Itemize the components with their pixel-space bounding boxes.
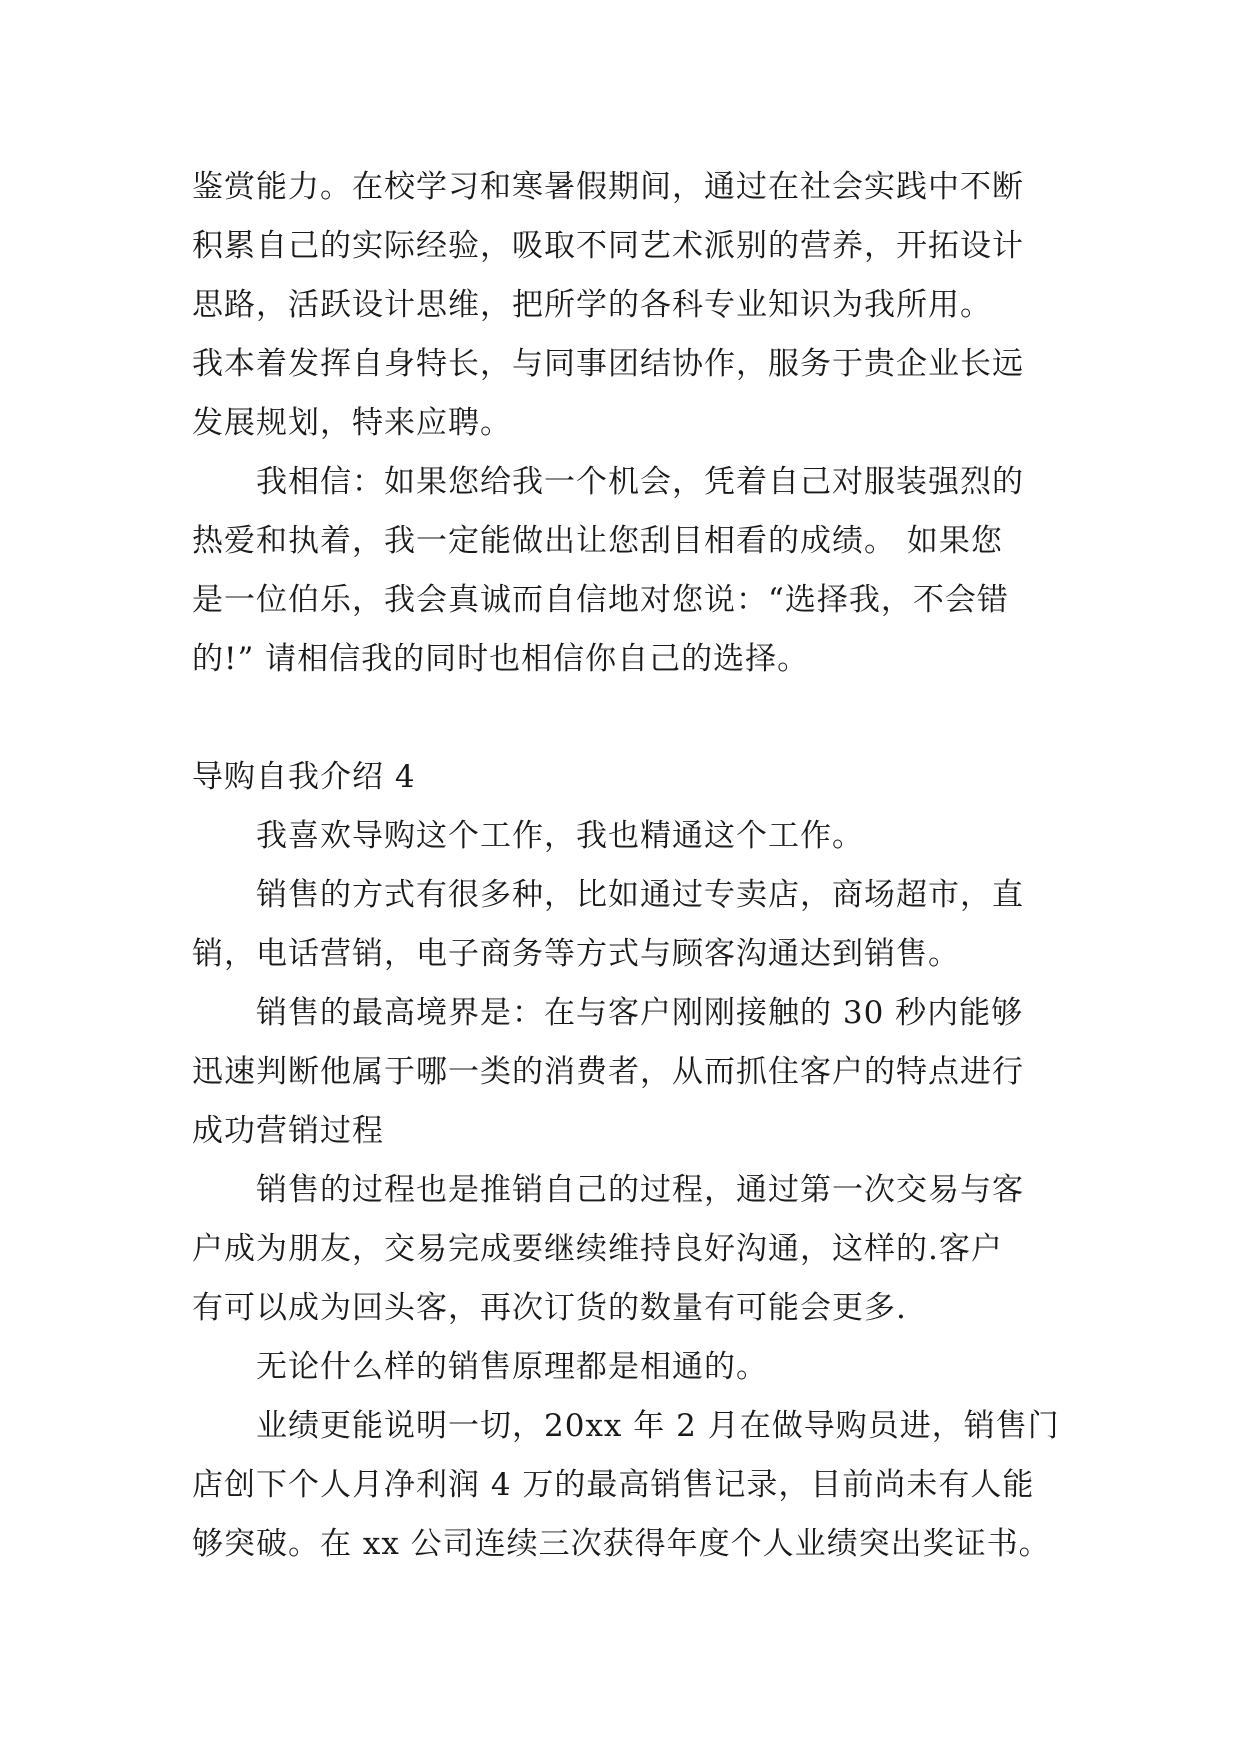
text-line: 我喜欢导购这个工作，我也精通这个工作。 [256,818,864,854]
text-line: 无论什么样的销售原理都是相通的。 [256,1349,768,1385]
text-line: 销售的方式有很多种，比如通过专卖店，商场超市，直 [256,877,1024,913]
paragraph-principles [192,1338,1072,1397]
text-line: 销售的最高境界是：在与客户刚刚接触的 30 秒内能够 [256,995,1024,1031]
text-line: 发展规划，特来应聘。 [192,405,512,441]
paragraph-sales-process [192,1161,1072,1338]
section-spacer [192,689,1072,748]
text-line: 销，电话营销，电子商务等方式与顾客沟通达到销售。 [192,936,960,972]
paragraph-highest-level [192,984,1072,1161]
text-line: 迅速判断他属于哪一类的消费者，从而抓住客户的特点进行 [192,1054,1024,1090]
text-line: 我本着发挥自身特长，与同事团结协作，服务于贵企业长远 [192,346,1024,382]
document-body [192,158,1072,1574]
text-line: 销售的过程也是推销自己的过程，通过第一次交易与客 [256,1172,1024,1208]
text-line: 鉴赏能力。在校学习和寒暑假期间，通过在社会实践中不断 [192,169,1024,205]
text-line: 业绩更能说明一切，20xx 年 2 月在做导购员进，销售门 [256,1408,1060,1444]
text-line: 有可以成为回头客，再次订货的数量有可能会更多. [192,1290,907,1326]
text-line: 思路，活跃设计思维，把所学的各科专业知识为我所用。 [192,287,992,323]
text-line: 户成为朋友，交易完成要继续维持良好沟通，这样的.客户 [192,1231,1003,1267]
paragraph-skills [192,158,1072,453]
text-line: 热爱和执着，我一定能做出让您刮目相看的成绩。 如果您 [192,523,1003,559]
text-line: 是一位伯乐，我会真诚而自信地对您说：“选择我，不会错 [192,582,1009,618]
section-heading: 导购自我介绍 4 [192,759,416,795]
text-line: 店创下个人月净利润 4 万的最高销售记录，目前尚未有人能 [192,1467,1035,1503]
paragraph-performance [192,1397,1072,1574]
text-line: 的!” 请相信我的同时也相信你自己的选择。 [192,641,810,677]
paragraph-sales-methods [192,866,1072,984]
paragraph-belief [192,453,1072,689]
paragraph-like-job [192,807,1072,866]
text-line: 够突破。在 xx 公司连续三次获得年度个人业绩突出奖证书。 [192,1526,1051,1562]
text-line: 积累自己的实际经验，吸取不同艺术派别的营养，开拓设计 [192,228,1024,264]
text-line: 成功营销过程 [192,1113,384,1149]
text-line: 我相信：如果您给我一个机会，凭着自己对服装强烈的 [256,464,1024,500]
